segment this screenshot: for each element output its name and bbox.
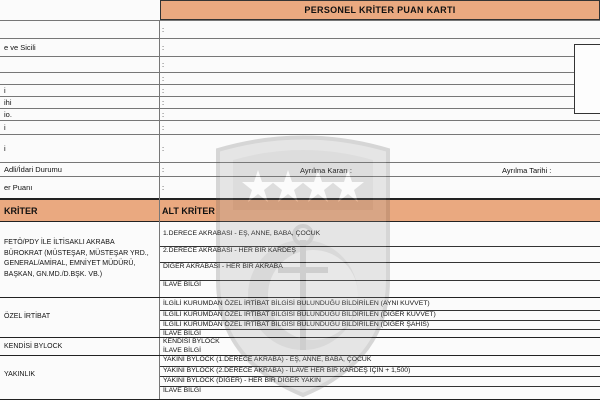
info-value[interactable]: : bbox=[162, 60, 165, 69]
info-row bbox=[0, 84, 600, 96]
info-label: e ve Sicili bbox=[4, 43, 36, 52]
info-value[interactable]: : bbox=[162, 25, 165, 34]
info-row bbox=[0, 72, 600, 84]
criteria-label: YAKINLIK bbox=[4, 371, 35, 378]
sub-criteria-item: İLAVE BİLGİ bbox=[160, 329, 600, 337]
dismissal-decision-label: Ayrılma Kararı : bbox=[300, 166, 352, 175]
info-label: i bbox=[4, 86, 6, 95]
info-row bbox=[0, 134, 600, 162]
sub-criteria-item: İLAVE BİLGİ bbox=[160, 280, 600, 288]
info-label: i bbox=[4, 144, 6, 153]
criteria-group bbox=[0, 338, 600, 356]
info-row bbox=[0, 108, 600, 120]
sub-criteria-item: 1.DERECE AKRABASI - EŞ, ANNE, BABA, ÇOCUK bbox=[163, 230, 321, 237]
info-label: er Puanı bbox=[4, 183, 33, 192]
info-row bbox=[0, 96, 600, 108]
sub-criteria-item: İLGİLİ KURUMDAN ÖZEL İRTİBAT BİLGİSİ BULUNDUĞU BİLDİRİLEN (AYNI KUVVET) bbox=[163, 300, 430, 307]
criteria-group bbox=[0, 356, 600, 400]
criteria-group bbox=[0, 222, 600, 298]
info-row bbox=[0, 56, 600, 72]
info-row bbox=[0, 38, 600, 56]
sub-criteria-item: DİĞER AKRABASI - HER BİR AKRABA bbox=[160, 262, 600, 270]
criteria-table-header bbox=[0, 198, 600, 222]
info-value[interactable]: : bbox=[162, 144, 165, 153]
info-value[interactable]: : bbox=[162, 43, 165, 52]
sub-criteria-item: YAKINI BYLOCK (2.DERECE AKRABA) - İLAVE HER BİR KARDEŞ İÇİN + 1,500) bbox=[160, 366, 600, 374]
info-value[interactable]: : bbox=[162, 110, 165, 119]
info-label: ihi bbox=[4, 98, 12, 107]
sub-criteria-item: İLGİLİ KURUMDAN ÖZEL İRTİBAT BİLGİSİ BULUNDUĞU BİLDİRİLEN (DİĞER KUVVET) bbox=[160, 310, 600, 318]
sub-criteria-column-header: ALT KRİTER bbox=[162, 206, 215, 216]
info-label: io. bbox=[4, 110, 12, 119]
sub-criteria-item: YAKINI BYLOCK (DİĞER) - HER BİR DİĞER YAKIN bbox=[160, 376, 600, 384]
card-title: PERSONEL KRİTER PUAN KARTI bbox=[160, 0, 600, 20]
info-label: Adli/İdari Durumu bbox=[4, 165, 62, 174]
info-value[interactable]: : bbox=[162, 165, 165, 174]
criteria-label: KENDİSİ BYLOCK bbox=[4, 343, 63, 350]
criteria-label: ÖZEL İRTİBAT bbox=[4, 313, 51, 320]
sub-criteria-item: 2.DERECE AKRABASI - HER BİR KARDEŞ bbox=[160, 246, 600, 254]
criteria-label: FETÖ/PDY İLE İLTİSAKLI AKRABA BÜROKRAT (MÜSTEŞAR, MÜSTEŞAR YRD., GENERAL/AMİRAL, EMNİYET MÜDÜRÜ, BAŞKAN, GN.MD./D.BŞK. VB.) bbox=[4, 239, 149, 278]
info-value[interactable]: : bbox=[162, 98, 165, 107]
criteria-column-header: KRİTER bbox=[4, 206, 38, 216]
info-value[interactable]: : bbox=[162, 123, 165, 132]
info-value[interactable]: : bbox=[162, 183, 165, 192]
info-divider bbox=[159, 20, 160, 198]
dismissal-date-label: Ayrılma Tarihi : bbox=[502, 166, 552, 175]
sub-criteria-item: İLAVE BİLGİ bbox=[160, 386, 600, 394]
info-label: i bbox=[4, 123, 6, 132]
photo-box bbox=[574, 44, 600, 114]
sub-criteria-item: İLAVE BİLGİ bbox=[163, 347, 202, 354]
sub-criteria-item: YAKINI BYLOCK (1.DERECE AKRABA) - EŞ, ANNE, BABA, ÇOCUK bbox=[163, 356, 372, 363]
info-value[interactable]: : bbox=[162, 74, 165, 83]
info-row bbox=[0, 120, 600, 134]
sub-criteria-item: İLGİLİ KURUMDAN ÖZEL İRTİBAT BİLGİSİ BULUNDUĞU BİLDİRİLEN (DİĞER ŞAHIS) bbox=[160, 320, 600, 328]
criteria-group bbox=[0, 298, 600, 338]
info-row bbox=[0, 20, 600, 38]
info-value[interactable]: : bbox=[162, 86, 165, 95]
info-row bbox=[0, 176, 600, 198]
sub-criteria-item: KENDİSİ BYLOCK bbox=[163, 338, 220, 345]
